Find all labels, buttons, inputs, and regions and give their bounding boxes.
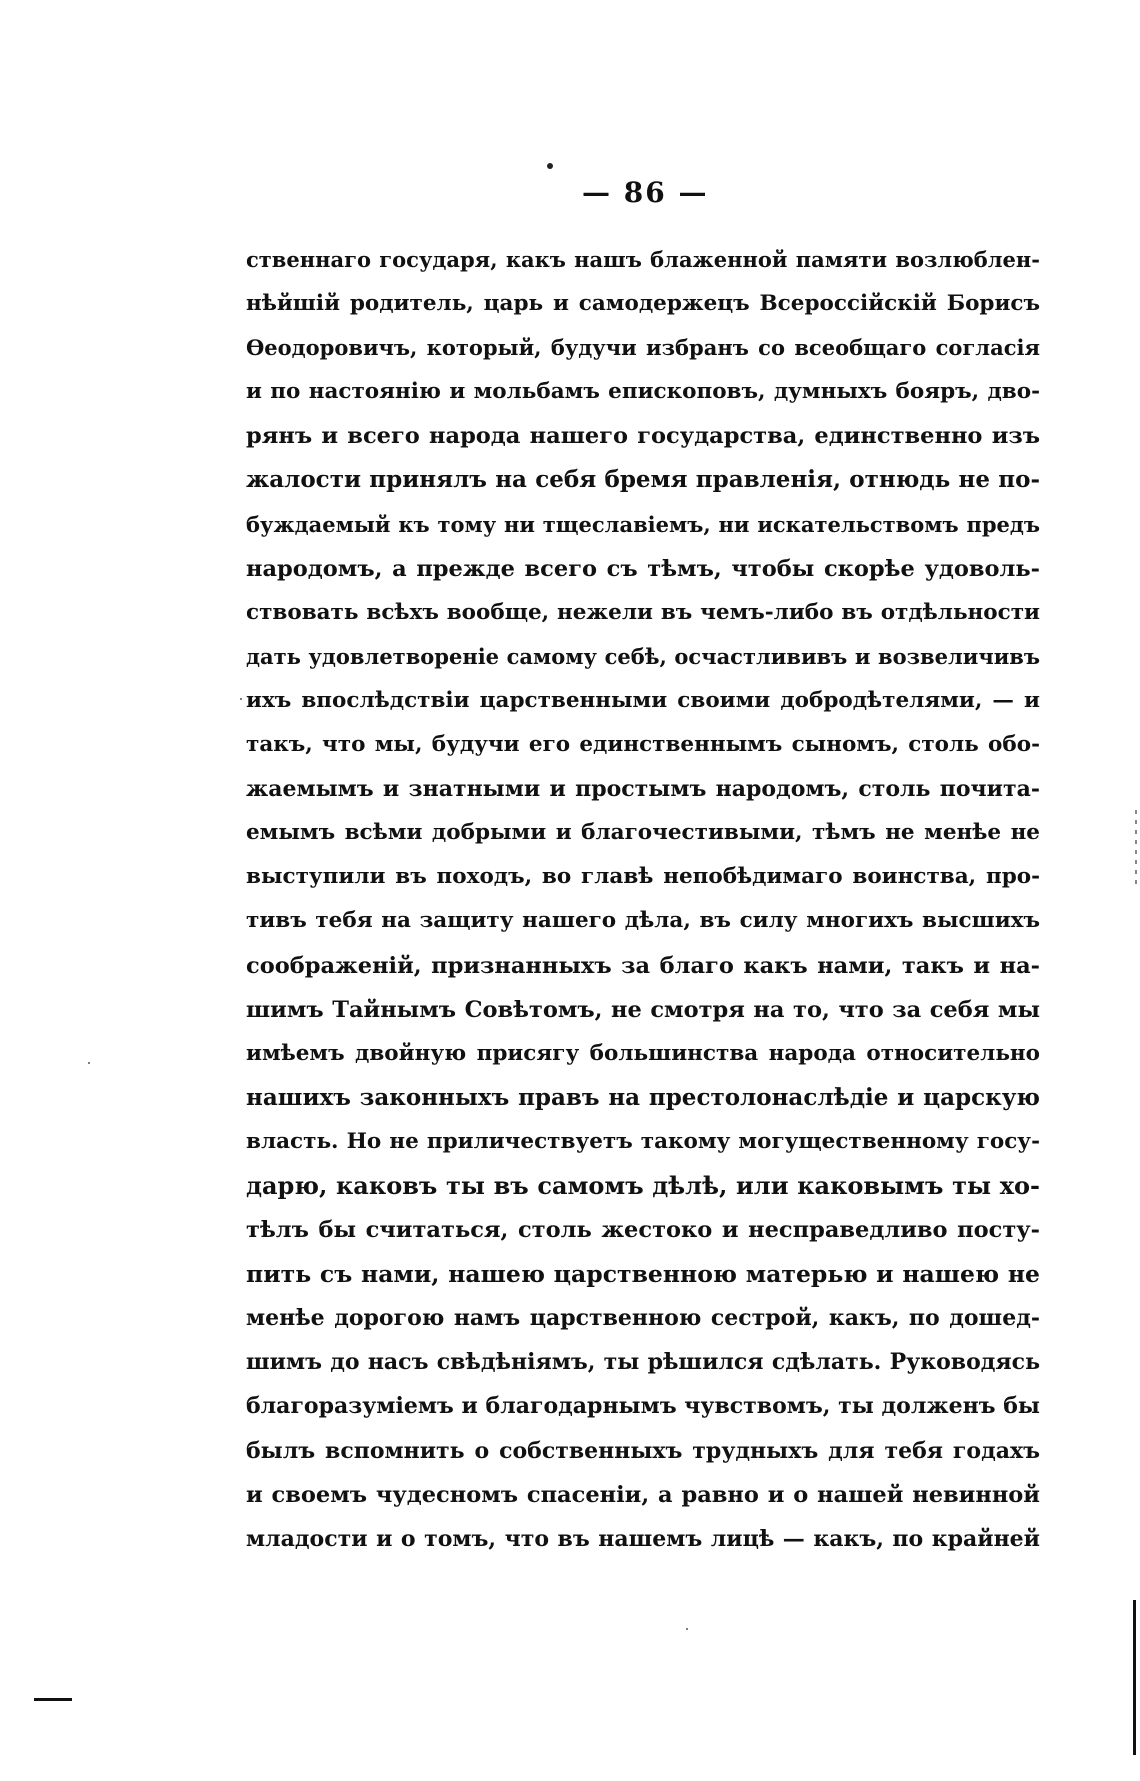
text-line: нѣйшій родитель, царь и самодержецъ Всероссійскій Борисъ	[246, 291, 1040, 317]
text-line: жалости принялъ на себя бремя правленія, отнюдь не по-	[246, 466, 1040, 494]
text-line: Ѳеодоровичъ, который, будучи избранъ со всеобщаго согласія	[246, 335, 1040, 361]
body-text	[246, 238, 1040, 1561]
text-line: шимъ до насъ свѣдѣніямъ, ты рѣшился сдѣлать. Руководясь	[246, 1349, 1040, 1376]
scan-edge-line	[1133, 1600, 1136, 1755]
text-line: былъ вспомнить о собственныхъ трудныхъ для тебя годахъ	[246, 1437, 1040, 1464]
text-line: менѣе дорогою намъ царственною сестрой, какъ, по дошед-	[246, 1305, 1040, 1332]
text-line: ственнаго государя, какъ нашъ блаженной памяти возлюблен-	[246, 247, 1040, 272]
scan-mark	[34, 1698, 72, 1701]
text-line: пить съ нами, нашею царственною матерью и нашею не	[246, 1260, 1040, 1289]
text-line: шимъ Тайнымъ Совѣтомъ, не смотря на то, что за себя мы	[246, 996, 1040, 1023]
text-line: ихъ впослѣдствіи царственными своими добродѣтелями, — и	[246, 687, 1040, 713]
text-line: нашихъ законныхъ правъ на престолонаслѣдіе и царскую	[246, 1083, 1040, 1111]
text-line: емымъ всѣми добрыми и благочестивыми, тѣмъ не менѣе не	[246, 820, 1040, 846]
text-line: такъ, что мы, будучи его единственнымъ сыномъ, столь обо-	[246, 732, 1040, 758]
text-line: жаемымъ и знатными и простымъ народомъ, столь почита-	[246, 776, 1040, 803]
text-line: тѣлъ бы считаться, столь жестоко и несправедливо посту-	[246, 1217, 1040, 1244]
text-line: и по настоянію и мольбамъ епископовъ, думныхъ бояръ, дво-	[246, 379, 1040, 405]
scan-speck	[686, 1628, 688, 1630]
scan-speck	[240, 698, 242, 700]
text-line: народомъ, а прежде всего съ тѣмъ, чтобы скорѣе удоволь-	[246, 555, 1040, 582]
text-line: дарю, каковъ ты въ самомъ дѣлѣ, или каковымъ ты хо-	[246, 1170, 1040, 1200]
text-line: рянъ и всего народа нашего государства, единственно изъ	[246, 423, 1040, 450]
text-line: благоразуміемъ и благодарнымъ чувствомъ, ты долженъ бы	[246, 1393, 1040, 1420]
scan-speck	[88, 1062, 90, 1064]
scan-margin-dashes	[1135, 810, 1137, 890]
text-line: и своемъ чудесномъ спасеніи, а равно и о нашей невинной	[246, 1481, 1040, 1508]
page-number: — 86 —	[582, 176, 709, 209]
text-line: буждаемый къ тому ни тщеславіемъ, ни искательствомъ предъ	[246, 511, 1040, 537]
text-line: имѣемъ двойную присягу большинства народа относительно	[246, 1040, 1040, 1066]
text-line: тивъ тебя на защиту нашего дѣла, въ силу многихъ высшихъ	[246, 908, 1040, 934]
text-line: дать удовлетвореніе самому себѣ, осчастлививъ и возвеличивъ	[246, 643, 1040, 669]
text-line: ствовать всѣхъ вообще, нежели въ чемъ-либо въ отдѣльности	[246, 599, 1040, 625]
text-line: младости и о томъ, что въ нашемъ лицѣ — какъ, по крайней	[246, 1525, 1040, 1552]
text-line: выступили въ походъ, во главѣ непобѣдимаго воинства, про-	[246, 864, 1040, 890]
ink-dot	[547, 163, 553, 169]
text-line: власть. Но не приличествуетъ такому могущественному госу-	[246, 1128, 1040, 1154]
text-line: соображеній, признанныхъ за благо какъ нами, такъ и на-	[246, 952, 1040, 979]
